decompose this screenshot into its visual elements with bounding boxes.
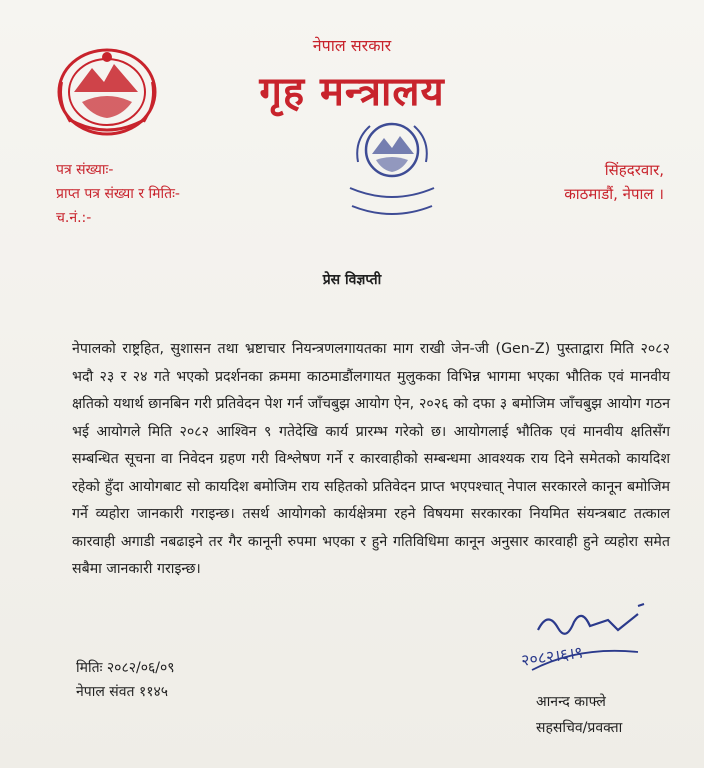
nepal-sambat-date: नेपाल संवत ११४५ bbox=[76, 684, 169, 700]
received-letter-number: प्राप्त पत्र संख्या र मितिः- bbox=[56, 186, 180, 202]
signature-icon bbox=[518, 600, 678, 682]
signer-name: आनन्द काफ्ले bbox=[536, 694, 606, 710]
ministry-name: गृह मन्त्रालय bbox=[259, 69, 445, 115]
address-line-1: सिंहदरवार, bbox=[604, 161, 664, 179]
press-release-body: नेपालको राष्ट्रहित, सुशासन तथा भ्रष्टाचार नियन्त्रणलगायतका माग राखी जेन-जी (Gen-Z) पुस्ताद्वारा मिति २०८२ भदौ २३ र २४ गते भएको प्रदर्शनका क्रममा काठमाडौंलगायत मुलुकका विभिन्न भागमा भएका भौतिक एवं मानवीय क्षतिको यथार्थ छानबिन गरी प्रतिवेदन पेश गर्न जाँचबुझ आयोग ऐन, २०२६ को दफा ३ बमोजिम जाँचबुझ आयोग गठन भई आयोगले मिति २०८२ आश्विन ९ गतेदेखि कार्य प्रारम्भ गरेको छ। आयोगलाई भौतिक एवं मानवीय क्षतिसँग सम्बन्धित सूचना वा निवेदन ग्रहण गरी विश्लेषण गर्ने र कारवाहीको सम्बन्धमा आवश्यक राय दिने समेतको कायदिश रहेको हुँदा आयोगबाट सो कायदिश बमोजिम राय सहितको प्रतिवेदन प्राप्त भएपश्चात् नेपाल सरकारले कानून बमोजिम गर्ने व्यहोरा जानकारी गराइन्छ। तसर्थ आयोगको कार्यक्षेत्रमा रहने विषयमा सरकारका नियमित संयन्त्रबाट तत्काल कारवाही अगाडी नबढाइने तर गैर कानूनी रुपमा भएका र हुने गतिविधिमा कानून अनुसार कारवाही हुने व्यहोरा समेत सबैमा जानकारी गराइन्छ। bbox=[72, 341, 670, 577]
press-release-title: प्रेस विज्ञप्ती bbox=[322, 272, 382, 288]
letter-number: पत्र संख्याः- bbox=[56, 162, 114, 178]
dispatch-number: च.नं.:- bbox=[56, 210, 92, 226]
date: मितिः २०८२/०६/०९ bbox=[76, 660, 175, 676]
address-line-2: काठमाडौं, नेपाल । bbox=[564, 185, 664, 203]
ministry-seal-icon bbox=[336, 110, 448, 222]
signature-date: २०८२।६।९ bbox=[519, 642, 585, 670]
signer-title: सहसचिव/प्रवक्ता bbox=[536, 720, 623, 736]
government-name: नेपाल सरकार bbox=[312, 36, 392, 55]
